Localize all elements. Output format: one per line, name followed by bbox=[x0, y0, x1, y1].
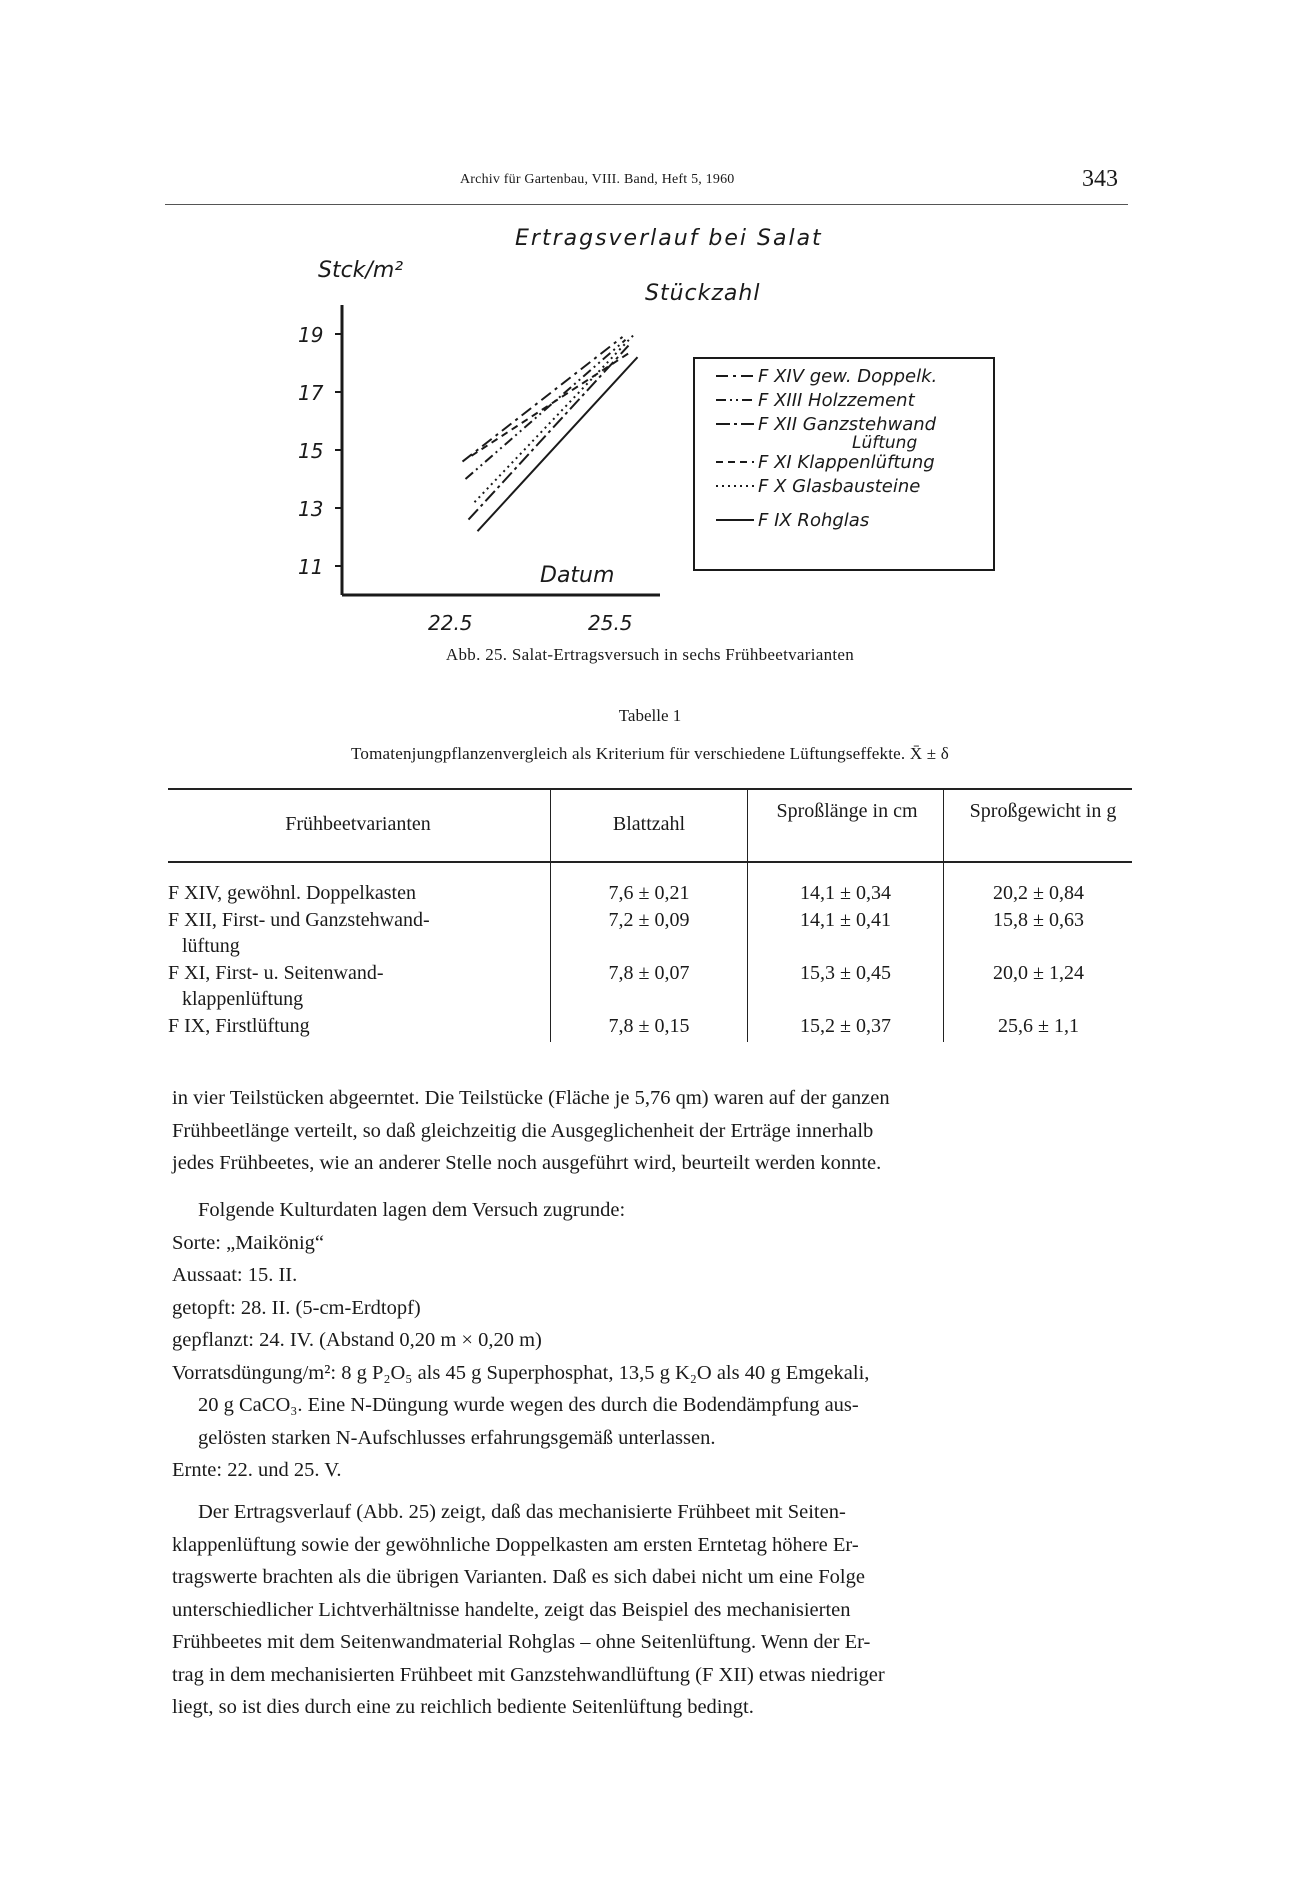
x-axis-label: Datum bbox=[540, 563, 615, 588]
y-tick-label: 17 bbox=[298, 381, 324, 405]
table-label: Tabelle 1 bbox=[618, 706, 682, 725]
text-line: klappenlüftung sowie der gewöhnliche Doppelkasten am ersten Erntetag höhere Er- bbox=[172, 1533, 859, 1556]
cell-variant: F XII, First- und Ganzstehwand- bbox=[168, 909, 430, 931]
figure-caption: Abb. 25. Salat-Ertragsversuch in sechs Frühbeetvarianten bbox=[445, 645, 855, 664]
series-line bbox=[472, 351, 632, 455]
header-sprosslaenge: Sproßlänge in cm bbox=[776, 800, 918, 822]
y-tick-label: 19 bbox=[298, 323, 324, 347]
series-line bbox=[469, 346, 629, 520]
text-line: tragswerte brachten als die übrigen Varianten. Daß es sich dabei nicht um eine Folge bbox=[172, 1566, 865, 1588]
header-variant: Frühbeetvarianten bbox=[285, 813, 431, 835]
table-caption: Tomatenjungpflanzenvergleich als Kriterium für verschiedene Lüftungseffekte. X̄ ± δ bbox=[351, 744, 949, 763]
paragraph-discussion bbox=[172, 1496, 1130, 1724]
yield-chart bbox=[0, 210, 1300, 650]
legend-label: F XIV gew. Doppelk. bbox=[758, 366, 938, 387]
legend-label: F XIII Holzzement bbox=[758, 390, 915, 411]
cell-sprosslaenge: 14,1 ± 0,41 bbox=[800, 909, 891, 931]
y-ticks bbox=[298, 323, 342, 579]
legend-label-cont: Lüftung bbox=[852, 433, 918, 453]
culture-sorte: Sorte: „Maikönig“ bbox=[172, 1231, 325, 1254]
x-tick-label: 25.5 bbox=[588, 611, 633, 635]
page-number: 343 bbox=[1082, 166, 1118, 192]
header-sprossgewicht: Sproßgewicht in g bbox=[969, 800, 1117, 822]
header-rule bbox=[165, 204, 1128, 205]
cell-sprossgewicht: 20,0 ± 1,24 bbox=[993, 962, 1084, 984]
legend-label: F IX Rohglas bbox=[758, 510, 870, 531]
series-line bbox=[475, 334, 635, 502]
cell-variant-cont: lüftung bbox=[182, 935, 240, 957]
culture-ernte: Ernte: 22. und 25. V. bbox=[172, 1459, 342, 1481]
cell-sprosslaenge: 15,3 ± 0,45 bbox=[800, 962, 891, 984]
text-line: Frühbeetlänge verteilt, so daß gleichzeitig die Ausgeglichenheit der Erträge innerhalb bbox=[172, 1119, 874, 1142]
culture-vorrat-cont: 20 g CaCO₃. Eine N-Düngung wurde wegen des durch die Bodendämpfung aus- bbox=[198, 1394, 859, 1416]
y-tick-label: 11 bbox=[298, 555, 324, 579]
text-line: Der Ertragsverlauf (Abb. 25) zeigt, daß das mechanisierte Frühbeet mit Seiten- bbox=[198, 1501, 846, 1523]
x-tick-label: 22.5 bbox=[428, 611, 473, 635]
culture-intro: Folgende Kulturdaten lagen dem Versuch zugrunde: bbox=[198, 1199, 626, 1221]
header-blattzahl: Blattzahl bbox=[612, 813, 686, 835]
series-line bbox=[478, 357, 638, 531]
cell-sprosslaenge: 15,2 ± 0,37 bbox=[800, 1015, 891, 1037]
text-line: liegt, so ist dies durch eine zu reichlich bediente Seitenlüftung bedingt. bbox=[172, 1696, 754, 1718]
y-axis-unit: Stck/m² bbox=[318, 258, 404, 283]
cell-sprosslaenge: 14,1 ± 0,34 bbox=[800, 882, 891, 904]
text-line: jedes Frühbeetes, wie an anderer Stelle noch ausgeführt wird, beurteilt werden konnte. bbox=[172, 1152, 882, 1174]
cell-blattzahl: 7,8 ± 0,07 bbox=[608, 962, 690, 984]
culture-aussaat: Aussaat: 15. II. bbox=[172, 1264, 298, 1286]
text-line: in vier Teilstücken abgeerntet. Die Teilstücke (Fläche je 5,76 qm) waren auf der ganzen bbox=[172, 1087, 890, 1109]
axes bbox=[342, 305, 660, 595]
cell-sprossgewicht: 25,6 ± 1,1 bbox=[998, 1015, 1079, 1037]
y-tick-label: 13 bbox=[298, 497, 324, 521]
text-line: Frühbeetes mit dem Seitenwandmaterial Rohglas – ohne Seitenlüftung. Wenn der Er- bbox=[172, 1631, 871, 1653]
culture-getopft: getopft: 28. II. (5-cm-Erdtopf) bbox=[172, 1296, 421, 1319]
culture-vorrat-cont: gelösten starken N-Aufschlusses erfahrungsgemäß unterlassen. bbox=[198, 1426, 716, 1449]
cell-sprossgewicht: 15,8 ± 0,63 bbox=[993, 909, 1084, 931]
chart-title: Ertragsverlauf bei Salat bbox=[515, 226, 823, 251]
cell-variant-cont: klappenlüftung bbox=[182, 988, 304, 1010]
col-divider bbox=[747, 790, 748, 1042]
culture-gepflanzt: gepflanzt: 24. IV. (Abstand 0,20 m × 0,20 m) bbox=[172, 1329, 542, 1351]
col-divider bbox=[943, 790, 944, 1042]
culture-data bbox=[172, 1194, 1130, 1487]
culture-vorrat: Vorratsdüngung/m²: 8 g P₂O₅ als 45 g Superphosphat, 13,5 g K₂O als 40 g Emgekali, bbox=[172, 1361, 870, 1384]
col-divider bbox=[550, 790, 551, 1042]
cell-blattzahl: 7,2 ± 0,09 bbox=[608, 909, 690, 931]
table-top-rule bbox=[168, 788, 1132, 790]
table-header-rule bbox=[168, 861, 1132, 863]
legend-label: F XII Ganzstehwand bbox=[758, 414, 937, 435]
series-lines bbox=[463, 334, 638, 531]
text-line: unterschiedlicher Lichtverhältnisse handelte, zeigt das Beispiel des mechanisierten bbox=[172, 1598, 851, 1621]
legend bbox=[694, 358, 994, 570]
series-note: Stückzahl bbox=[645, 281, 761, 306]
y-tick-label: 15 bbox=[298, 439, 324, 463]
cell-blattzahl: 7,6 ± 0,21 bbox=[608, 882, 690, 904]
legend-label: F XI Klappenlüftung bbox=[758, 452, 935, 473]
legend-label: F X Glasbausteine bbox=[758, 476, 921, 497]
paragraph-harvest bbox=[172, 1082, 1130, 1180]
cell-sprossgewicht: 20,2 ± 0,84 bbox=[993, 882, 1084, 904]
running-header: Archiv für Gartenbau, VIII. Band, Heft 5, 1960 bbox=[460, 172, 735, 187]
cell-blattzahl: 7,8 ± 0,15 bbox=[608, 1015, 690, 1037]
cell-variant: F IX, Firstlüftung bbox=[168, 1015, 310, 1037]
cell-variant: F XIV, gewöhnl. Doppelkasten bbox=[168, 882, 416, 904]
text-line: trag in dem mechanisierten Frühbeet mit Ganzstehwandlüftung (F XII) etwas niedriger bbox=[172, 1663, 885, 1686]
cell-variant: F XI, First- u. Seitenwand- bbox=[168, 962, 384, 984]
x-ticks bbox=[428, 611, 633, 635]
